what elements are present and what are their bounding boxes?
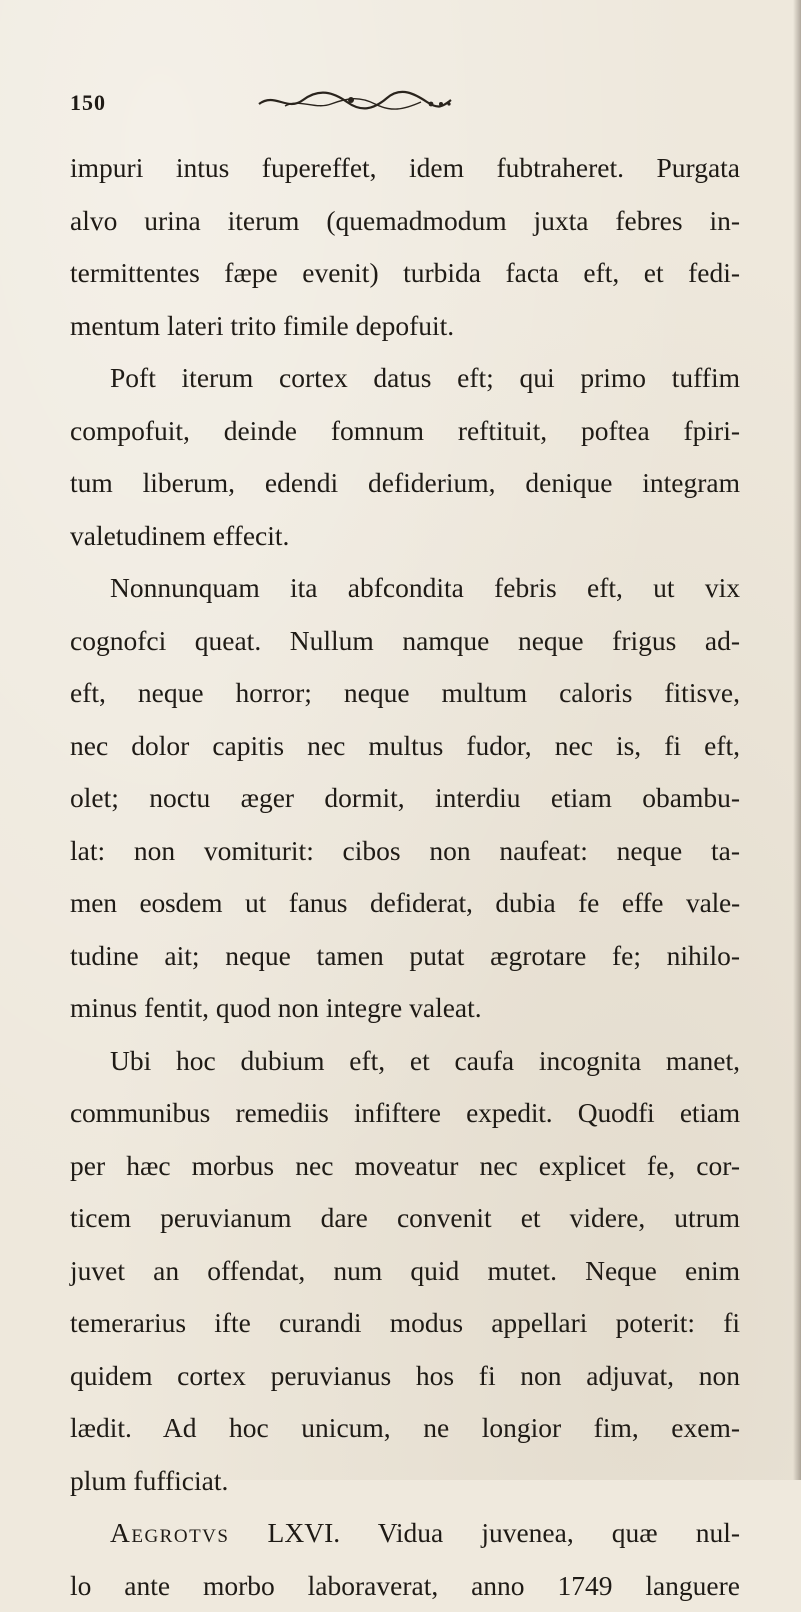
- paragraph-3: [70, 562, 740, 1035]
- text-line: lædit. Ad hoc unicum, ne longior fim, exem-: [70, 1402, 740, 1455]
- text-line: tudine ait; neque tamen putat ægrotare fe; nihilo-: [70, 930, 740, 983]
- text-line: valetudinem effecit.: [70, 510, 740, 563]
- paragraph-4: [70, 1035, 740, 1508]
- text-line: nec dolor capitis nec multus fudor, nec is, fi eft,: [70, 720, 740, 773]
- text-line: Poft iterum cortex datus eft; qui primo tuffim: [70, 352, 740, 405]
- text-line: tum liberum, edendi defiderium, denique integram: [70, 457, 740, 510]
- text-line: alvo urina iterum (quemadmodum juxta febres in-: [70, 195, 740, 248]
- text-line: lo ante morbo laboraverat, anno 1749 languere: [70, 1560, 740, 1612]
- text-line: termittentes fæpe evenit) turbida facta eft, et fedi-: [70, 247, 740, 300]
- text-line: plum fufficiat.: [70, 1455, 740, 1508]
- text-line: impuri intus fupereffet, idem fubtraheret. Purgata: [70, 142, 740, 195]
- text-span: LXVI. Vidua juvenea, quæ nul-: [229, 1517, 740, 1548]
- text-line: minus fentit, quod non integre valeat.: [70, 982, 740, 1035]
- text-line: juvet an offendat, num quid mutet. Neque enim: [70, 1245, 740, 1298]
- text-line: men eosdem ut fanus defiderat, dubia fe effe vale-: [70, 877, 740, 930]
- paragraph-2: [70, 352, 740, 562]
- page-number: 150: [70, 90, 106, 116]
- paragraph-1: [70, 142, 740, 352]
- text-line: quidem cortex peruvianus hos fi non adjuvat, non: [70, 1350, 740, 1403]
- text-line: temerarius ifte curandi modus appellari poterit: fi: [70, 1297, 740, 1350]
- text-line: cognofci queat. Nullum namque neque frigus ad-: [70, 615, 740, 668]
- case-heading: Aegrotvs: [110, 1517, 229, 1548]
- text-line: olet; noctu æger dormit, interdiu etiam obambu-: [70, 772, 740, 825]
- body-text: [70, 142, 740, 1612]
- text-line: Nonnunquam ita abfcondita febris eft, ut vix: [70, 562, 740, 615]
- text-line: compofuit, deinde fomnum reftituit, poftea fpiri-: [70, 405, 740, 458]
- text-line: mentum lateri trito fimile depofuit.: [70, 300, 740, 353]
- paragraph-5: [70, 1507, 740, 1612]
- text-line: eft, neque horror; neque multum caloris fitisve,: [70, 667, 740, 720]
- page-header: [70, 88, 730, 128]
- text-line: communibus remediis infiftere expedit. Quodfi etiam: [70, 1087, 740, 1140]
- text-line: lat: non vomiturit: cibos non naufeat: neque ta-: [70, 825, 740, 878]
- text-line: ticem peruvianum dare convenit et videre, utrum: [70, 1192, 740, 1245]
- text-line: [70, 1507, 740, 1560]
- text-line: per hæc morbus nec moveatur nec explicet fe, cor-: [70, 1140, 740, 1193]
- ornament-flourish-icon: [255, 88, 455, 114]
- text-line: Ubi hoc dubium eft, et caufa incognita manet,: [70, 1035, 740, 1088]
- page-edge-shadow: [793, 0, 801, 1480]
